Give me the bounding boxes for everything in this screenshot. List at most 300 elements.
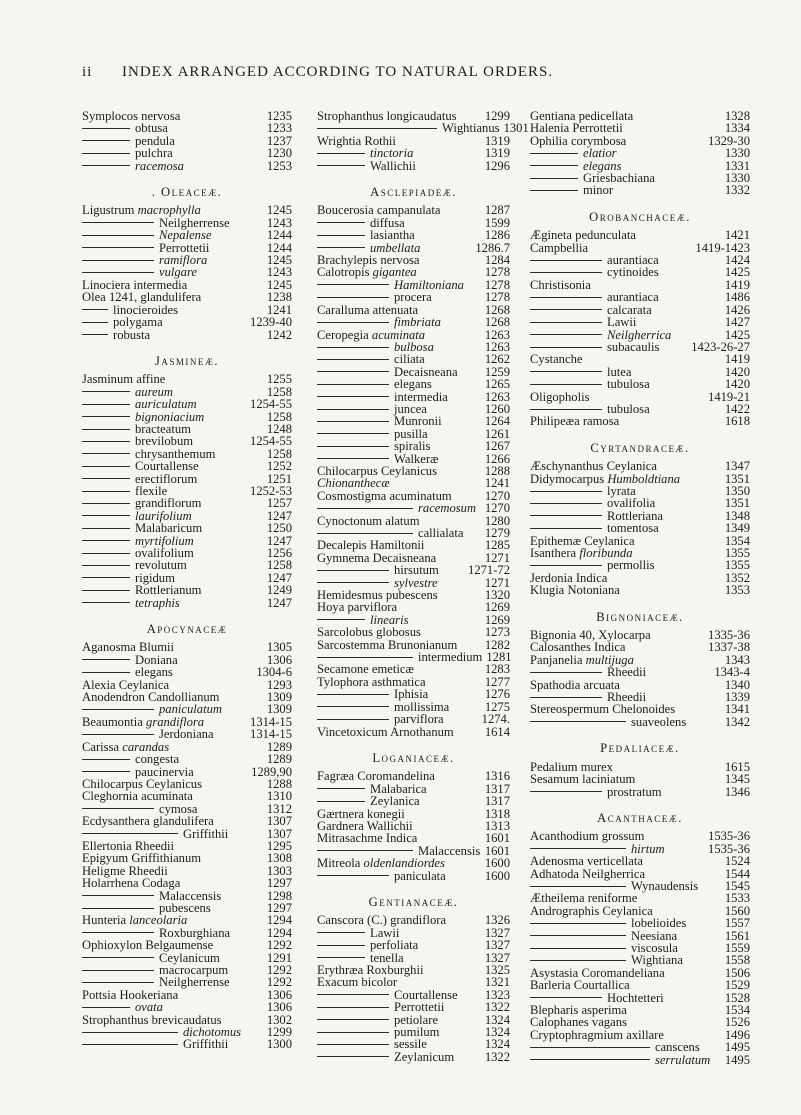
family-heading: Loganiaceæ. (372, 750, 455, 765)
index-entry (530, 184, 750, 196)
genus-name: Æschynanthus (530, 459, 604, 474)
species-name: tomentosa (607, 521, 659, 536)
genus-name: Alexia (82, 677, 116, 692)
species-name: cytinoides (607, 265, 659, 280)
species-name: elegans (135, 665, 173, 680)
genus-name: Gardnera (317, 818, 364, 833)
species-name: emeticæ (371, 662, 414, 677)
genus-name: Ophioxylon (82, 938, 143, 953)
species-name: attenuata (372, 302, 419, 317)
index-entry (82, 597, 292, 609)
plate-number: 1306 (266, 652, 292, 667)
genus-name: Pottsia (82, 987, 117, 1002)
plate-number: 1304-6 (256, 665, 292, 680)
ditto-dash (82, 528, 130, 529)
index-entry (530, 1041, 750, 1053)
species-name: tinctoria (370, 146, 414, 161)
species-name: pendula (135, 133, 175, 148)
species-name: Lawii (370, 925, 400, 940)
ditto-dash (530, 384, 602, 385)
species-name: hirsutum (394, 563, 439, 578)
species-name: racemosa (135, 158, 184, 173)
species-name: Humboldtiana (607, 471, 681, 486)
ditto-dash (82, 1032, 178, 1033)
plate-number: 1279 (484, 526, 510, 540)
species-name: Ceylanicum (159, 950, 220, 965)
species-name: Jerdoniana (159, 727, 214, 742)
plate-number: 1316 (484, 769, 510, 784)
family-heading: Jasmineæ. (154, 353, 220, 368)
index-entry (530, 786, 750, 798)
genus-name: Strophanthus (317, 109, 384, 123)
genus-name: Isanthera (530, 546, 577, 560)
species-name: Ceylanicus (381, 463, 437, 478)
index-column-2 (317, 109, 529, 1064)
species-name: petiolare (394, 1012, 439, 1027)
species-name: elatior (583, 146, 617, 161)
ditto-dash (82, 932, 154, 933)
index-entry (82, 641, 292, 653)
species-name: nervosa (380, 253, 420, 268)
ditto-dash (530, 322, 602, 323)
plate-number: 1247 (266, 533, 292, 548)
entry-name (317, 564, 464, 576)
plate-number: 1346 (724, 784, 750, 799)
species-name: paniculata (394, 868, 446, 883)
plate-number: 1307 (266, 826, 292, 841)
entry-name (317, 1051, 481, 1063)
species-name: Neilgherrense (159, 215, 230, 230)
species-name: Coromandelina (357, 769, 435, 784)
index-entry (317, 1051, 510, 1063)
species-name: Hamiltoniana (394, 277, 464, 292)
plate-number: 1322 (484, 1049, 510, 1064)
species-name: asperima (581, 1003, 627, 1017)
ditto-dash (82, 771, 130, 772)
species-name: lobelioides (631, 916, 687, 931)
species-name: oldenlandiordes (363, 856, 445, 871)
ditto-dash (317, 1019, 389, 1020)
species-name: brevilobum (135, 434, 194, 449)
ditto-dash (82, 659, 130, 660)
genus-name: Philipeæa (530, 414, 580, 429)
plate-number: 1340 (724, 677, 750, 692)
entry-name (530, 415, 721, 427)
species-name: glandulifera (153, 814, 214, 829)
plate-number: 1233 (266, 121, 292, 136)
plate-number: 1419-1423 (695, 240, 750, 255)
plate-number: 1295 (266, 838, 292, 853)
plate-number: 1325 (484, 963, 510, 977)
ditto-dash (82, 260, 154, 261)
plate-number: 1327 (484, 950, 510, 965)
plate-number: 1278 (484, 265, 510, 280)
genus-name: Calosanthes (530, 640, 591, 655)
species-name: macrocarpum (159, 963, 229, 977)
plate-number: 1292 (266, 938, 292, 953)
ditto-dash (530, 1047, 650, 1048)
ditto-dash (530, 935, 626, 936)
ditto-dash (317, 409, 389, 410)
plate-number: 1245 (266, 253, 292, 268)
species-name: Wallichii (370, 158, 416, 173)
plate-number: 1601 (484, 831, 510, 846)
species-name: affine (136, 372, 166, 387)
genus-name: Didymocarpus (530, 471, 605, 486)
plate-number: 1322 (484, 1000, 510, 1015)
family-heading: Pedaliaceæ. (600, 741, 680, 756)
entry-name (530, 786, 721, 798)
genus-name: Ægineta (530, 228, 572, 243)
ditto-dash (317, 247, 365, 248)
plate-number: 1343 (724, 652, 750, 667)
plate-number: 1306 (266, 987, 292, 1002)
plate-number: 1601 (484, 843, 510, 858)
species-name: Hochtetteri (607, 990, 664, 1005)
plate-number: 1319 (484, 146, 510, 161)
entry-name (530, 905, 721, 917)
genus-name: Chilocarpus (317, 463, 378, 478)
species-name: pubescens (385, 588, 438, 603)
species-name: corymbosa (570, 133, 627, 148)
species-name: laurifolium (135, 508, 192, 523)
plate-number: 1243 (266, 215, 292, 230)
plate-number: 1238 (266, 290, 292, 305)
species-name: pusilla (394, 426, 428, 441)
ditto-dash (82, 672, 130, 673)
index-entry (317, 870, 510, 882)
plate-number: 1269 (484, 600, 510, 615)
plate-number: 1422 (724, 401, 750, 416)
plate-number: 1313 (484, 818, 510, 833)
species-name: Notoniana (567, 583, 620, 598)
plate-number: 1319 (484, 133, 510, 148)
index-entry (82, 741, 292, 753)
species-name: grandiflorum (135, 496, 202, 511)
index-entry (530, 584, 750, 596)
species-name: alatum (385, 513, 420, 528)
ditto-dash (530, 997, 602, 998)
species-name: Doniana (135, 652, 178, 667)
species-name: linearis (370, 612, 409, 627)
family-heading: Cyrtandraceæ. (590, 440, 690, 455)
entry-name (82, 473, 263, 485)
family-heading: Orobanchaceæ. (589, 209, 691, 224)
index-entry (530, 716, 750, 728)
species-name: Griffithii (183, 826, 229, 841)
species-name: vagans (591, 1015, 627, 1030)
genus-name: Ophilia (530, 133, 568, 148)
ditto-dash (317, 994, 389, 995)
ditto-dash (82, 565, 130, 566)
genus-name: Spathodia (530, 677, 581, 692)
ditto-dash (82, 577, 130, 578)
plate-number: 1278 (484, 290, 510, 305)
index-entry (317, 515, 510, 527)
plate-number: 1312 (266, 801, 292, 816)
plate-number: 1528 (724, 990, 750, 1005)
species-name: pedicellata (578, 109, 634, 123)
entry-name (82, 815, 263, 827)
plate-number: 1559 (724, 940, 750, 955)
plate-number: 1420 (724, 377, 750, 392)
species-name: konegii (367, 806, 405, 821)
ditto-dash (317, 582, 389, 583)
entry-name (82, 1026, 263, 1038)
ditto-dash (317, 284, 389, 285)
species-name: Ceylanicus (146, 776, 202, 791)
ditto-dash (82, 553, 130, 554)
entry-name (530, 172, 721, 184)
ditto-dash (82, 322, 108, 323)
species-name: carandas (122, 739, 170, 754)
genus-name: Cystanche (530, 352, 583, 367)
plate-number: 1341 (724, 702, 750, 717)
species-name: elegans (583, 158, 622, 173)
plate-number: 1293 (266, 677, 292, 692)
species-name: Courtallica (573, 978, 630, 993)
plate-number: 1331 (724, 158, 750, 173)
species-name: linocieroides (113, 302, 179, 317)
plate-number: 1247 (266, 595, 292, 610)
index-entry (530, 172, 750, 184)
species-name: axillare (626, 1027, 664, 1042)
genus-name: Beaumontia (82, 714, 143, 729)
species-name: brevicaudatus (151, 1012, 222, 1027)
species-name: lasiantha (370, 228, 415, 243)
plate-number: 1285 (484, 538, 510, 553)
species-name: sessile (394, 1037, 427, 1052)
genus-name: Holarrhena (82, 876, 139, 891)
plate-number: 1614 (484, 724, 510, 739)
genus-name: Sesamum (530, 772, 579, 787)
index-entry (82, 1038, 292, 1050)
species-name: ramiflora (159, 253, 208, 268)
species-name: tubulosa (607, 377, 650, 392)
genus-name: Pedalium (530, 759, 578, 774)
plate-number: 1289 (266, 739, 292, 754)
plate-number: 1289,90 (251, 764, 292, 779)
species-name: Coromandeliana (581, 965, 665, 980)
plate-number: 1257 (266, 496, 292, 511)
plate-number: 1241 (266, 302, 292, 317)
ditto-dash (317, 533, 413, 534)
ditto-dash (530, 503, 602, 504)
ditto-dash (317, 570, 389, 571)
genus-name: Blepharis (530, 1003, 579, 1017)
plate-number: 1258 (266, 409, 292, 424)
plate-number: 1353 (724, 583, 750, 598)
ditto-dash (82, 540, 130, 541)
plate-number: 1260 (484, 401, 510, 416)
plate-number: 1294 (266, 913, 292, 928)
ditto-dash (317, 957, 365, 958)
species-name: Chelonoides (612, 702, 676, 717)
plate-number: 1252 (266, 459, 292, 474)
plate-number: 1314-15 (250, 714, 292, 729)
species-name: parviflora (347, 600, 398, 615)
genus-name: Hemidesmus (317, 588, 383, 603)
genus-name: Acanthodium (530, 829, 599, 844)
plate-number: 1259 (484, 364, 510, 379)
plate-number: 1307 (266, 814, 292, 829)
plate-number: 1426 (724, 302, 750, 317)
species-name: permollis (607, 558, 655, 573)
plate-number: 1271 (484, 575, 510, 590)
genus-name: Campbellia (530, 240, 589, 255)
index-entry (82, 122, 292, 134)
ditto-dash (317, 694, 389, 695)
plate-number: 1348 (724, 508, 750, 523)
species-name: Ceylanica (584, 533, 635, 548)
species-name: Griesbachiana (583, 171, 656, 186)
plate-number: 1296 (484, 158, 510, 173)
plate-number: 1300 (266, 1037, 292, 1052)
plate-number: 1544 (724, 866, 750, 881)
ditto-dash (317, 850, 413, 851)
plate-number: 1534 (724, 1003, 750, 1017)
entry-name (82, 1038, 263, 1050)
plate-number: 1486 (724, 290, 750, 305)
species-name: calcarata (607, 302, 652, 317)
index-entry (317, 135, 510, 147)
species-name: Perrottetii (394, 1000, 445, 1015)
species-name: intermedium (418, 650, 483, 665)
plate-number: 1254-55 (250, 434, 292, 449)
ditto-dash (530, 1059, 650, 1060)
plate-number: 1298 (266, 888, 292, 903)
plate-number: 1421 (724, 228, 750, 243)
plate-number: 1302 (266, 1012, 292, 1027)
ditto-dash (82, 478, 130, 479)
entry-name (530, 930, 721, 942)
plate-number: 1419 (724, 352, 750, 367)
ditto-dash (317, 433, 389, 434)
plate-number: 1288 (484, 463, 510, 478)
species-name: laciniatum (582, 772, 636, 787)
species-name: longicaudatus (386, 109, 457, 123)
genus-name: Heligme (82, 863, 126, 878)
species-name: viscosula (631, 940, 678, 955)
plate-number: 1287 (484, 203, 510, 218)
species-name: prostratum (607, 784, 662, 799)
plate-number: 1282 (484, 637, 510, 652)
ditto-dash (317, 1007, 389, 1008)
index-entry (82, 135, 292, 147)
plate-number: 1506 (724, 965, 750, 980)
species-name: mollissima (394, 699, 450, 714)
ditto-dash (82, 1044, 178, 1045)
species-name: Malabaricum (135, 521, 203, 536)
plate-number: 1324 (484, 1037, 510, 1052)
plate-number: 1289 (266, 752, 292, 767)
plate-number: 1615 (724, 759, 750, 774)
plate-number: 1354 (724, 533, 750, 548)
plate-number: 1244 (266, 240, 292, 255)
plate-number: 1252-53 (250, 483, 292, 498)
ditto-dash (530, 347, 602, 348)
species-name: Hamiltonii (369, 538, 425, 553)
genus-name: Ligustrum (82, 203, 135, 218)
plate-number: 1256 (266, 546, 292, 560)
index-entry (317, 160, 510, 172)
genus-name: Cosmostigma (317, 488, 387, 503)
species-name: campanulata (376, 203, 441, 218)
plate-number: 1545 (724, 878, 750, 893)
genus-name: Adenosma (530, 854, 584, 869)
species-name: erectiflorum (135, 471, 198, 486)
index-entry (82, 110, 292, 122)
genus-name: Cynoctonum (317, 513, 383, 528)
plate-number: 1495 (724, 1040, 750, 1055)
species-name: intermedia (133, 277, 188, 292)
species-name: juncea (394, 401, 427, 416)
index-entry (82, 547, 292, 559)
species-name: Courtallense (135, 459, 199, 474)
species-name: lyrata (607, 483, 636, 498)
index-entry (82, 559, 292, 571)
genus-name: Gærtnera (317, 806, 364, 821)
ditto-dash (82, 391, 130, 392)
ditto-dash (317, 1044, 389, 1045)
plate-number: 1309 (266, 702, 292, 717)
ditto-dash (530, 515, 602, 516)
plate-number: 1270 (484, 488, 510, 503)
species-name: Hookeriana (119, 987, 179, 1002)
plate-number: 1352 (724, 570, 750, 585)
plate-number: 1305 (266, 640, 292, 655)
ditto-dash (317, 153, 365, 154)
plate-number: 1535-36 (708, 841, 750, 856)
genus-name: Tylophora (317, 674, 369, 689)
plate-number: 1424 (724, 253, 750, 268)
species-name: Arnothanum (390, 724, 454, 739)
ditto-dash (317, 1032, 389, 1033)
plate-number: 1243 (266, 265, 292, 280)
species-name: chrysanthemum (135, 446, 216, 461)
ditto-dash (82, 491, 130, 492)
species-name: tubulosa (607, 401, 650, 416)
genus-name: Klugia (530, 583, 565, 598)
species-name: Perrottetii (572, 121, 623, 136)
species-name: hirtum (631, 841, 665, 856)
index-entry (82, 584, 292, 596)
species-name: vulgare (159, 265, 198, 280)
species-name: auriculatum (135, 397, 197, 412)
ditto-dash (530, 565, 602, 566)
ditto-dash (530, 165, 578, 166)
entry-name (82, 316, 246, 328)
species-name: cymosa (159, 801, 198, 816)
species-name: polygama (113, 315, 163, 330)
plate-number: 1270 (484, 501, 510, 516)
species-name: aurantiaca (607, 253, 659, 268)
plate-number: 1496 (724, 1027, 750, 1042)
entry-name (317, 870, 481, 882)
genus-name: Ellertonia (82, 838, 132, 853)
species-name: Indica (594, 640, 626, 655)
plate-number: 1425 (724, 327, 750, 342)
ditto-dash (317, 235, 365, 236)
ditto-dash (317, 719, 389, 720)
species-name: Malaccensis (418, 843, 481, 858)
ditto-dash (317, 706, 389, 707)
species-name: Rottlerianum (135, 583, 202, 598)
ditto-dash (82, 895, 154, 896)
species-name: Blumii (139, 640, 175, 655)
species-name: Rottleriana (607, 508, 663, 523)
genus-name: Christisonia (530, 277, 591, 292)
